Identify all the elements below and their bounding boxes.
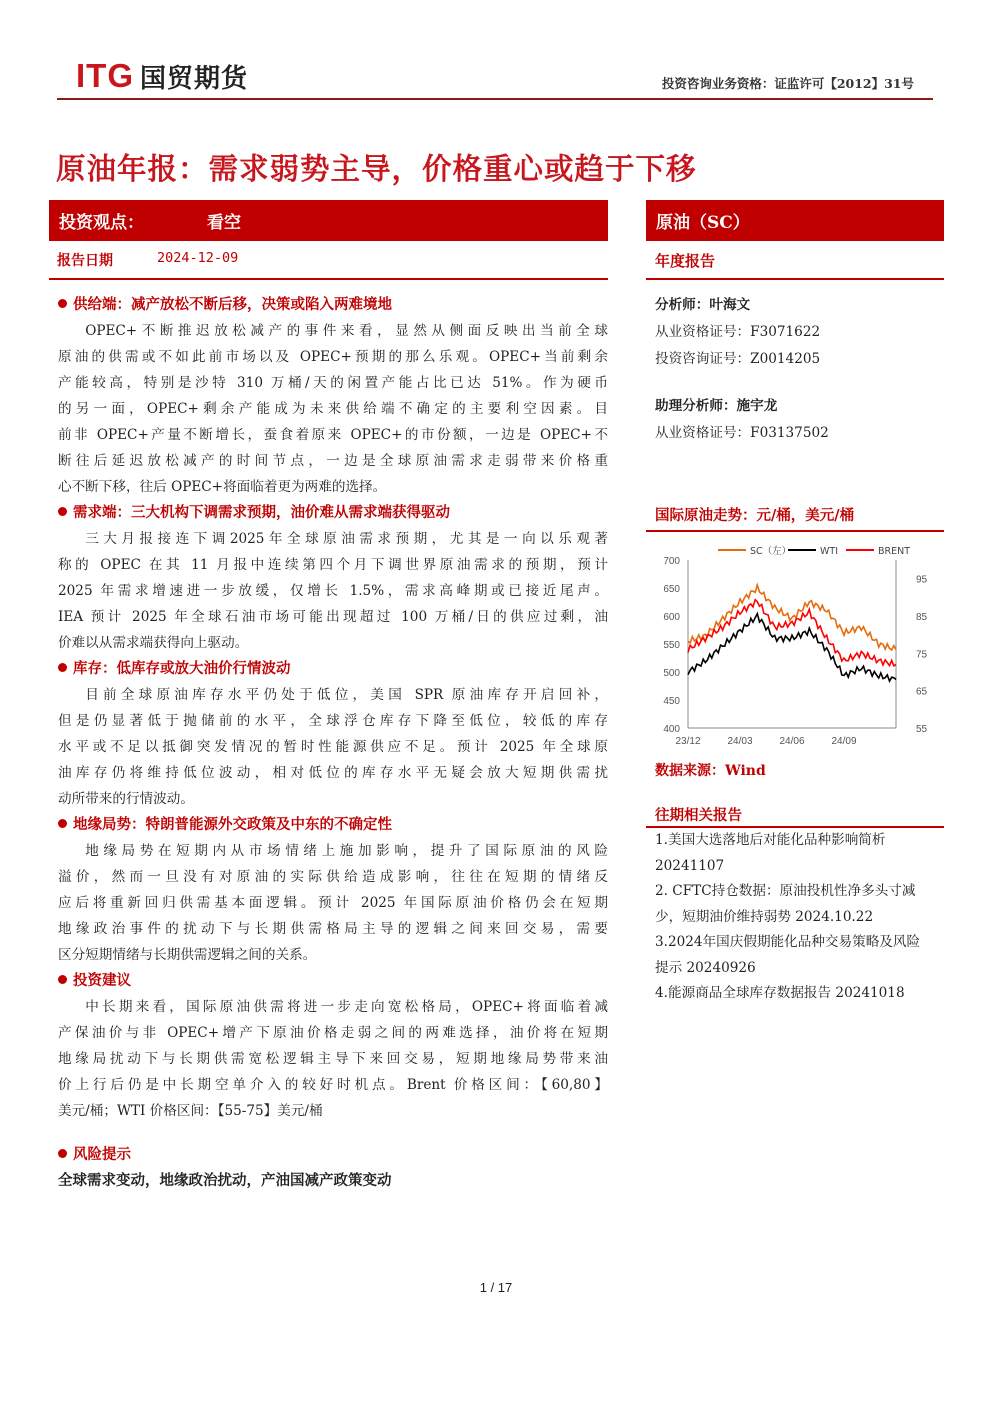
analyst-consult-cert: 投资咨询证号：Z0014205 bbox=[655, 351, 821, 367]
body-line: 地缘局扰动下与长期供需宽松逻辑主导下来回交易，短期地缘局势带来油 bbox=[58, 1051, 608, 1067]
bullet-icon bbox=[58, 819, 67, 828]
investment-view-label: 投资观点： bbox=[59, 213, 144, 233]
page-number: 1 / 17 bbox=[479, 1280, 513, 1295]
bullet-icon bbox=[58, 975, 67, 984]
x-tick-label: 24/06 bbox=[779, 736, 805, 747]
y-right-tick-label: 55 bbox=[916, 724, 928, 735]
body-line: 2025 年需求增速进一步放缓，仅增长 1.5%，需求高峰期或已接近尾声。 bbox=[58, 583, 608, 599]
bullet-icon bbox=[58, 1149, 67, 1158]
report-type-divider bbox=[646, 278, 944, 280]
risk-text: 全球需求变动，地缘政治扰动，产油国减产政策变动 bbox=[58, 1172, 392, 1189]
body-line: 水平或不足以抵御突发情况的暂时性能源供应不足。预计 2025 年全球原 bbox=[58, 739, 608, 755]
section-heading bbox=[58, 500, 608, 526]
logo-company-name: 国贸期货 bbox=[140, 63, 249, 94]
section-inventory bbox=[58, 656, 608, 812]
body-line: 断往后延迟放松减产的时间节点，一边是全球原油需求走弱带来价格重 bbox=[58, 453, 608, 469]
analyst-info bbox=[655, 292, 945, 447]
bullet-icon bbox=[58, 299, 67, 308]
crude-oil-chart bbox=[646, 536, 944, 754]
body-line: 心不断下移，往后 OPEC+将面临着更为两难的选择。 bbox=[58, 479, 387, 495]
section-body bbox=[58, 994, 608, 1124]
legend-label: BRENT bbox=[878, 546, 911, 557]
company-logo bbox=[76, 58, 248, 94]
report-date-label: 报告日期 bbox=[57, 253, 113, 269]
body-line: 地缘局势在短期内从市场情绪上施加影响，提升了国际原油的风险 bbox=[85, 843, 608, 859]
body-line: IEA 预计 2025 年全球石油市场可能出现超过 100 万桶/日的供应过剩，油 bbox=[58, 609, 608, 625]
section-supply bbox=[58, 292, 608, 500]
y-left-tick-label: 650 bbox=[663, 584, 680, 595]
body-line: 产能较高，特别是沙特 310 万桶/天的闲置产能占比已达 51%。作为硬币 bbox=[58, 375, 608, 391]
analyst-cert: 从业资格证号：F3071622 bbox=[655, 324, 821, 340]
related-report-item: 2. CFTC持仓数据：原油投机性净多头寸减少，短期油价维持弱势 2024.10.22 bbox=[655, 883, 916, 925]
bullet-icon bbox=[58, 507, 67, 516]
y-left-tick-label: 700 bbox=[663, 556, 680, 567]
section-heading-text: 供给端：减产放松不断后移，决策或陷入两难境地 bbox=[73, 296, 392, 313]
body-line: 地缘政治事件的扰动下与长期供需格局主导的逻辑之间来回交易，需要 bbox=[58, 921, 608, 937]
section-heading-text: 投资建议 bbox=[73, 972, 131, 989]
y-left-tick-label: 450 bbox=[663, 696, 680, 707]
y-left-tick-label: 500 bbox=[663, 668, 680, 679]
x-tick-label: 23/12 bbox=[675, 736, 701, 747]
section-body bbox=[58, 838, 608, 968]
section-geopolitics bbox=[58, 812, 608, 968]
bullet-icon bbox=[58, 663, 67, 672]
assistant-analyst-name: 助理分析师：施宇龙 bbox=[655, 398, 778, 414]
report-title: 原油年报：需求弱势主导，价格重心或趋于下移 bbox=[56, 151, 697, 186]
x-tick-label: 24/09 bbox=[831, 736, 857, 747]
body-line: 油库存仍将维持低位波动，相对低位的库存水平无疑会放大短期供需扰 bbox=[58, 765, 608, 781]
section-demand bbox=[58, 500, 608, 656]
section-heading bbox=[58, 812, 608, 838]
body-line: 溢价，然而一旦没有对原油的实际供给造成影响，往往在短期的情绪反 bbox=[58, 869, 608, 885]
report-date bbox=[57, 250, 238, 270]
related-reports-title: 往期相关报告 bbox=[655, 807, 742, 824]
date-divider bbox=[49, 278, 608, 280]
y-left-tick-label: 600 bbox=[663, 612, 680, 623]
y-right-tick-label: 85 bbox=[916, 612, 928, 623]
y-left-tick-label: 400 bbox=[663, 724, 680, 735]
body-line: 动所带来的行情波动。 bbox=[58, 791, 194, 807]
section-heading bbox=[58, 968, 608, 994]
body-line: 美元/桶；WTI 价格区间：【55-75】美元/桶 bbox=[58, 1103, 323, 1119]
series-line bbox=[688, 585, 896, 650]
y-right-tick-label: 65 bbox=[916, 686, 928, 698]
related-report-item: 3.2024年国庆假期能化品种交易策略及风险提示 20240926 bbox=[655, 934, 921, 976]
body-line: 原油的供需或不如此前市场以及 OPEC+预期的那么乐观。OPEC+当前剩余 bbox=[58, 349, 608, 365]
section-heading-text: 需求端：三大机构下调需求预期，油价难从需求端获得驱动 bbox=[73, 504, 450, 521]
section-heading-text: 风险提示 bbox=[73, 1146, 131, 1163]
data-source: 数据来源：Wind bbox=[655, 763, 766, 779]
body-line: 应后将重新回归供需基本面逻辑。预计 2025 年国际原油价格仍会在短期 bbox=[58, 895, 608, 911]
section-heading bbox=[58, 292, 608, 318]
section-heading bbox=[58, 656, 608, 682]
section-heading-text: 库存：低库存或放大油价行情波动 bbox=[73, 660, 291, 677]
body-line: 的另一面，OPEC+剩余产能成为未来供给端不确定的主要利空因素。目 bbox=[58, 401, 608, 417]
y-left-tick-label: 550 bbox=[663, 640, 680, 651]
assistant-analyst-cert: 从业资格证号：F03137502 bbox=[655, 425, 829, 441]
investment-view-value: 看空 bbox=[207, 213, 241, 233]
y-right-tick-label: 75 bbox=[916, 649, 928, 661]
logo-itg-text: ITG bbox=[76, 57, 134, 94]
body-line: 区分短期情绪与长期供需逻辑之间的关系。 bbox=[58, 947, 317, 963]
product-name: 原油（SC） bbox=[656, 213, 750, 233]
section-body bbox=[58, 526, 608, 656]
main-content bbox=[58, 292, 608, 1194]
license-note: 投资咨询业务资格：证监许可【2012】31号 bbox=[661, 76, 914, 91]
body-line: 产保油价与非 OPEC+增产下原油价格走弱之间的两难选择，油价将在短期 bbox=[58, 1025, 608, 1041]
chart-title: 国际原油走势：元/桶，美元/桶 bbox=[655, 507, 855, 524]
section-spacer bbox=[58, 1124, 608, 1142]
body-line: OPEC+不断推迟放松减产的事件来看，显然从侧面反映出当前全球 bbox=[85, 323, 608, 339]
body-line: 目前全球原油库存水平仍处于低位，美国 SPR 原油库存开启回补， bbox=[85, 687, 608, 703]
legend-label: SC（左） bbox=[750, 546, 792, 557]
body-line: 中长期来看，国际原油供需将进一步走向宽松格局，OPEC+将面临着减 bbox=[85, 999, 608, 1015]
investment-view-bar bbox=[49, 200, 608, 241]
product-bar bbox=[646, 200, 944, 241]
body-line: 价难以从需求端获得向上驱动。 bbox=[58, 635, 249, 651]
section-investment-advice bbox=[58, 968, 608, 1124]
related-report-item: 4.能源商品全球库存数据报告 20241018 bbox=[655, 985, 905, 1001]
analyst-name: 分析师：叶海文 bbox=[655, 297, 751, 313]
body-line: 价上行后仍是中长期空单介入的较好时机点。Brent 价格区间：【60,80】 bbox=[58, 1077, 608, 1093]
related-reports-list bbox=[655, 828, 930, 1007]
report-date-value: 2024-12-09 bbox=[157, 250, 239, 266]
body-line: 称的 OPEC 在其 11 月报中连续第四个月下调世界原油需求的预期，预计 bbox=[58, 557, 608, 573]
legend-label: WTI bbox=[820, 546, 838, 557]
y-right-tick-label: 95 bbox=[916, 574, 928, 586]
series-line bbox=[688, 600, 896, 666]
section-body bbox=[58, 318, 608, 500]
section-body bbox=[58, 682, 608, 812]
x-tick-label: 24/03 bbox=[727, 736, 753, 747]
body-line: 前非 OPEC+产量不断增长，蚕食着原来 OPEC+的市份额，一边是 OPEC+不 bbox=[58, 427, 608, 443]
report-type: 年度报告 bbox=[655, 252, 716, 270]
analyst-gap bbox=[655, 373, 945, 393]
body-line: 三大月报接连下调2025年全球原油需求预期，尤其是一向以乐观著 bbox=[85, 531, 608, 547]
section-heading-text: 地缘局势：特朗普能源外交政策及中东的不确定性 bbox=[73, 816, 392, 833]
chart-divider bbox=[646, 530, 944, 532]
body-line: 但是仍显著低于抛储前的水平，全球浮仓库存下降至低位，较低的库存 bbox=[58, 713, 608, 729]
header-divider bbox=[57, 98, 933, 100]
section-heading bbox=[58, 1142, 608, 1168]
section-risk bbox=[58, 1142, 608, 1194]
related-report-item: 1.美国大选落地后对能化品种影响简析 20241107 bbox=[655, 832, 886, 874]
